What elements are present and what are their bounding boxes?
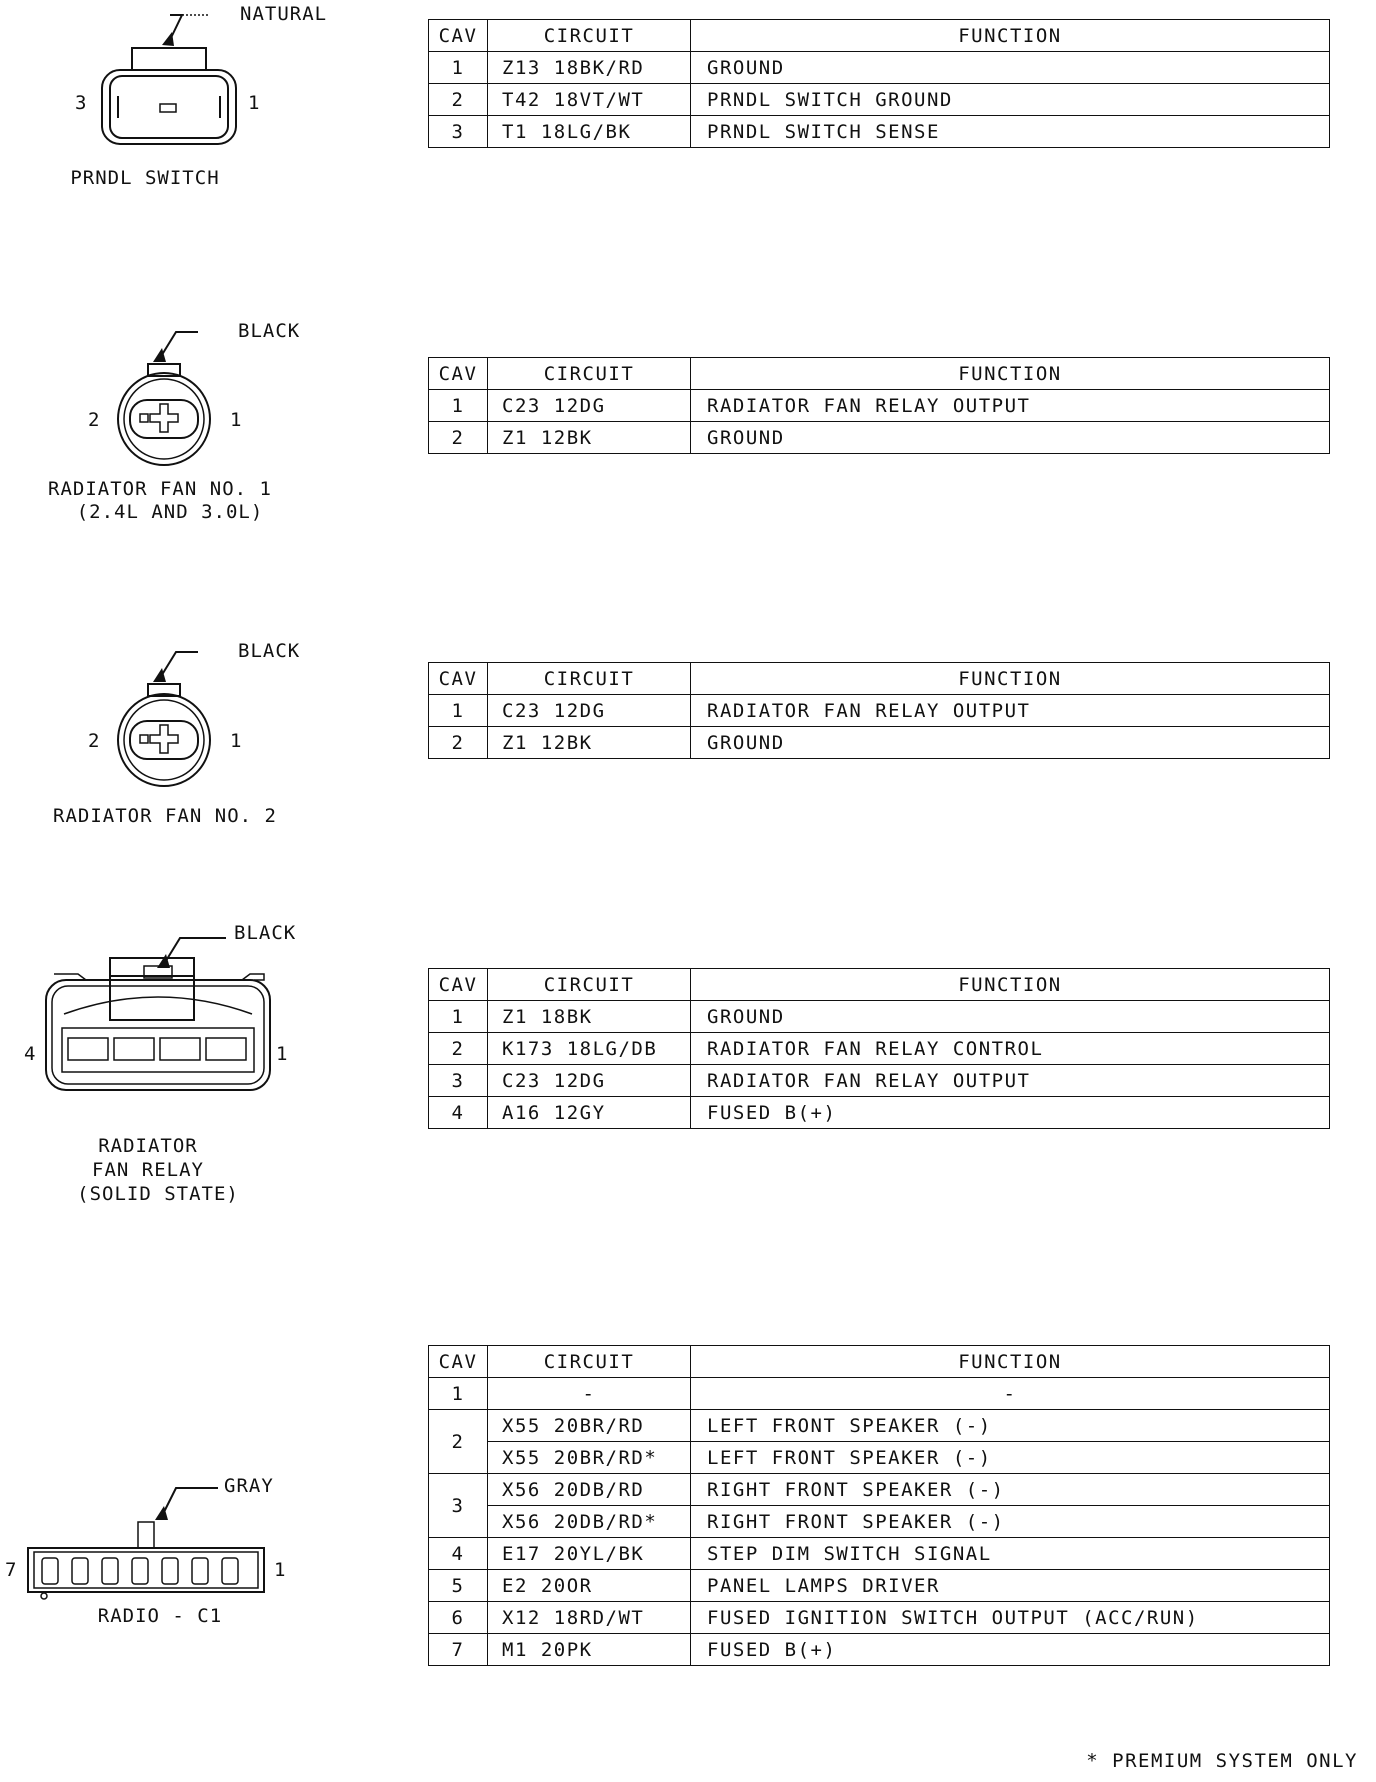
cavity-table-radio-c1 <box>428 1345 1330 1666</box>
connector-name-line-3: (SOLID STATE) <box>77 1183 239 1205</box>
header-cav: CAV <box>429 969 488 1001</box>
circuit-cell: X56 20DB/RD <box>488 1474 691 1506</box>
circuit-cell: Z13 18BK/RD <box>488 52 691 84</box>
function-cell: GROUND <box>691 1001 1330 1033</box>
pin-number-right: 1 <box>230 409 242 431</box>
header-circuit: CIRCUIT <box>488 20 691 52</box>
pin-number-right: 1 <box>276 1043 288 1065</box>
table-row <box>429 1033 1330 1065</box>
function-cell: GROUND <box>691 52 1330 84</box>
connector-color-label: GRAY <box>224 1475 274 1497</box>
connector-color-label: BLACK <box>238 640 301 662</box>
pin-number-right: 1 <box>248 92 260 114</box>
connector-name: RADIATOR FAN NO. 2 <box>53 805 277 827</box>
radiator-fan-2-connector-drawing <box>90 642 250 792</box>
cav-cell: 3 <box>429 1065 488 1097</box>
pin-number-left: 2 <box>88 409 100 431</box>
pin-number-left: 2 <box>88 730 100 752</box>
header-function: FUNCTION <box>691 358 1330 390</box>
cav-cell: 4 <box>429 1097 488 1129</box>
circuit-cell: T1 18LG/BK <box>488 116 691 148</box>
cav-cell: 1 <box>429 1378 488 1410</box>
table-row <box>429 695 1330 727</box>
table-header-row <box>429 663 1330 695</box>
circuit-cell: E17 20YL/BK <box>488 1538 691 1570</box>
connector-name: RADIATOR <box>98 1135 198 1157</box>
table-row <box>429 1570 1330 1602</box>
function-cell: RADIATOR FAN RELAY OUTPUT <box>691 390 1330 422</box>
table-row <box>429 1506 1330 1538</box>
table-row <box>429 422 1330 454</box>
circuit-cell: - <box>488 1378 691 1410</box>
cav-cell: 5 <box>429 1570 488 1602</box>
function-cell: FUSED IGNITION SWITCH OUTPUT (ACC/RUN) <box>691 1602 1330 1634</box>
footnote: * PREMIUM SYSTEM ONLY <box>1086 1750 1358 1772</box>
table-row <box>429 1602 1330 1634</box>
cav-cell: 7 <box>429 1634 488 1666</box>
table-row <box>429 116 1330 148</box>
function-cell: RADIATOR FAN RELAY CONTROL <box>691 1033 1330 1065</box>
connector-name-line-2: FAN RELAY <box>92 1159 204 1181</box>
circuit-cell: X55 20BR/RD <box>488 1410 691 1442</box>
header-circuit: CIRCUIT <box>488 969 691 1001</box>
prndl-switch-connector-drawing <box>60 0 350 190</box>
header-function: FUNCTION <box>691 1346 1330 1378</box>
cavity-table-prndl-switch <box>428 19 1330 148</box>
pin-number-left: 7 <box>5 1559 17 1581</box>
cav-cell: 1 <box>429 390 488 422</box>
circuit-cell: T42 18VT/WT <box>488 84 691 116</box>
cavity-table-radiator-fan-1 <box>428 357 1330 454</box>
connector-name: RADIO - C1 <box>97 1605 223 1627</box>
radiator-fan-1-connector-drawing <box>90 320 250 470</box>
table-row <box>429 390 1330 422</box>
function-cell: LEFT FRONT SPEAKER (-) <box>691 1410 1330 1442</box>
function-cell: PRNDL SWITCH SENSE <box>691 116 1330 148</box>
function-cell: - <box>691 1378 1330 1410</box>
function-cell: LEFT FRONT SPEAKER (-) <box>691 1442 1330 1474</box>
header-function: FUNCTION <box>691 20 1330 52</box>
function-cell: RADIATOR FAN RELAY OUTPUT <box>691 695 1330 727</box>
cavity-table-radiator-fan-2 <box>428 662 1330 759</box>
function-cell: FUSED B(+) <box>691 1097 1330 1129</box>
function-cell: PRNDL SWITCH GROUND <box>691 84 1330 116</box>
circuit-cell: A16 12GY <box>488 1097 691 1129</box>
header-cav: CAV <box>429 358 488 390</box>
circuit-cell: M1 20PK <box>488 1634 691 1666</box>
table-header-row <box>429 1346 1330 1378</box>
table-header-row <box>429 358 1330 390</box>
function-cell: RIGHT FRONT SPEAKER (-) <box>691 1506 1330 1538</box>
cavity-table-radiator-fan-relay <box>428 968 1330 1129</box>
circuit-cell: C23 12DG <box>488 1065 691 1097</box>
circuit-cell: X55 20BR/RD* <box>488 1442 691 1474</box>
table-row <box>429 52 1330 84</box>
cav-cell: 6 <box>429 1602 488 1634</box>
function-cell: RIGHT FRONT SPEAKER (-) <box>691 1474 1330 1506</box>
table-row <box>429 1097 1330 1129</box>
circuit-cell: Z1 18BK <box>488 1001 691 1033</box>
circuit-cell: X12 18RD/WT <box>488 1602 691 1634</box>
cav-cell: 2 <box>429 84 488 116</box>
table-row <box>429 1442 1330 1474</box>
table-row <box>429 727 1330 759</box>
circuit-cell: K173 18LG/DB <box>488 1033 691 1065</box>
table-row <box>429 84 1330 116</box>
table-row <box>429 1001 1330 1033</box>
table-row <box>429 1634 1330 1666</box>
header-function: FUNCTION <box>691 663 1330 695</box>
cav-cell: 2 <box>429 422 488 454</box>
pin-number-left: 3 <box>75 92 87 114</box>
cav-cell: 1 <box>429 695 488 727</box>
circuit-cell: X56 20DB/RD* <box>488 1506 691 1538</box>
table-row <box>429 1378 1330 1410</box>
table-row <box>429 1538 1330 1570</box>
table-row <box>429 1410 1330 1442</box>
cav-cell: 3 <box>429 1474 488 1538</box>
radiator-fan-relay-connector-drawing <box>40 930 280 1120</box>
pin-number-left: 4 <box>24 1043 36 1065</box>
circuit-cell: C23 12DG <box>488 390 691 422</box>
pin-number-right: 1 <box>274 1559 286 1581</box>
function-cell: RADIATOR FAN RELAY OUTPUT <box>691 1065 1330 1097</box>
cav-cell: 3 <box>429 116 488 148</box>
header-circuit: CIRCUIT <box>488 663 691 695</box>
table-row <box>429 1065 1330 1097</box>
connector-name-line-2: (2.4L AND 3.0L) <box>76 501 264 523</box>
connector-name: RADIATOR FAN NO. 1 <box>48 478 272 500</box>
cav-cell: 4 <box>429 1538 488 1570</box>
cav-cell: 2 <box>429 1410 488 1474</box>
function-cell: STEP DIM SWITCH SIGNAL <box>691 1538 1330 1570</box>
circuit-cell: E2 20OR <box>488 1570 691 1602</box>
circuit-cell: C23 12DG <box>488 695 691 727</box>
header-circuit: CIRCUIT <box>488 1346 691 1378</box>
pin-number-right: 1 <box>230 730 242 752</box>
cav-cell: 1 <box>429 52 488 84</box>
cav-cell: 2 <box>429 727 488 759</box>
function-cell: FUSED B(+) <box>691 1634 1330 1666</box>
header-circuit: CIRCUIT <box>488 358 691 390</box>
table-row <box>429 1474 1330 1506</box>
function-cell: PANEL LAMPS DRIVER <box>691 1570 1330 1602</box>
header-cav: CAV <box>429 1346 488 1378</box>
function-cell: GROUND <box>691 422 1330 454</box>
circuit-cell: Z1 12BK <box>488 422 691 454</box>
cav-cell: 2 <box>429 1033 488 1065</box>
circuit-cell: Z1 12BK <box>488 727 691 759</box>
table-header-row <box>429 969 1330 1001</box>
header-cav: CAV <box>429 663 488 695</box>
connector-color-label: BLACK <box>234 922 297 944</box>
header-cav: CAV <box>429 20 488 52</box>
connector-color-label: NATURAL <box>240 3 328 25</box>
connector-color-label: BLACK <box>238 320 301 342</box>
header-function: FUNCTION <box>691 969 1330 1001</box>
connector-name: PRNDL SWITCH <box>70 167 220 189</box>
cav-cell: 1 <box>429 1001 488 1033</box>
table-header-row <box>429 20 1330 52</box>
function-cell: GROUND <box>691 727 1330 759</box>
